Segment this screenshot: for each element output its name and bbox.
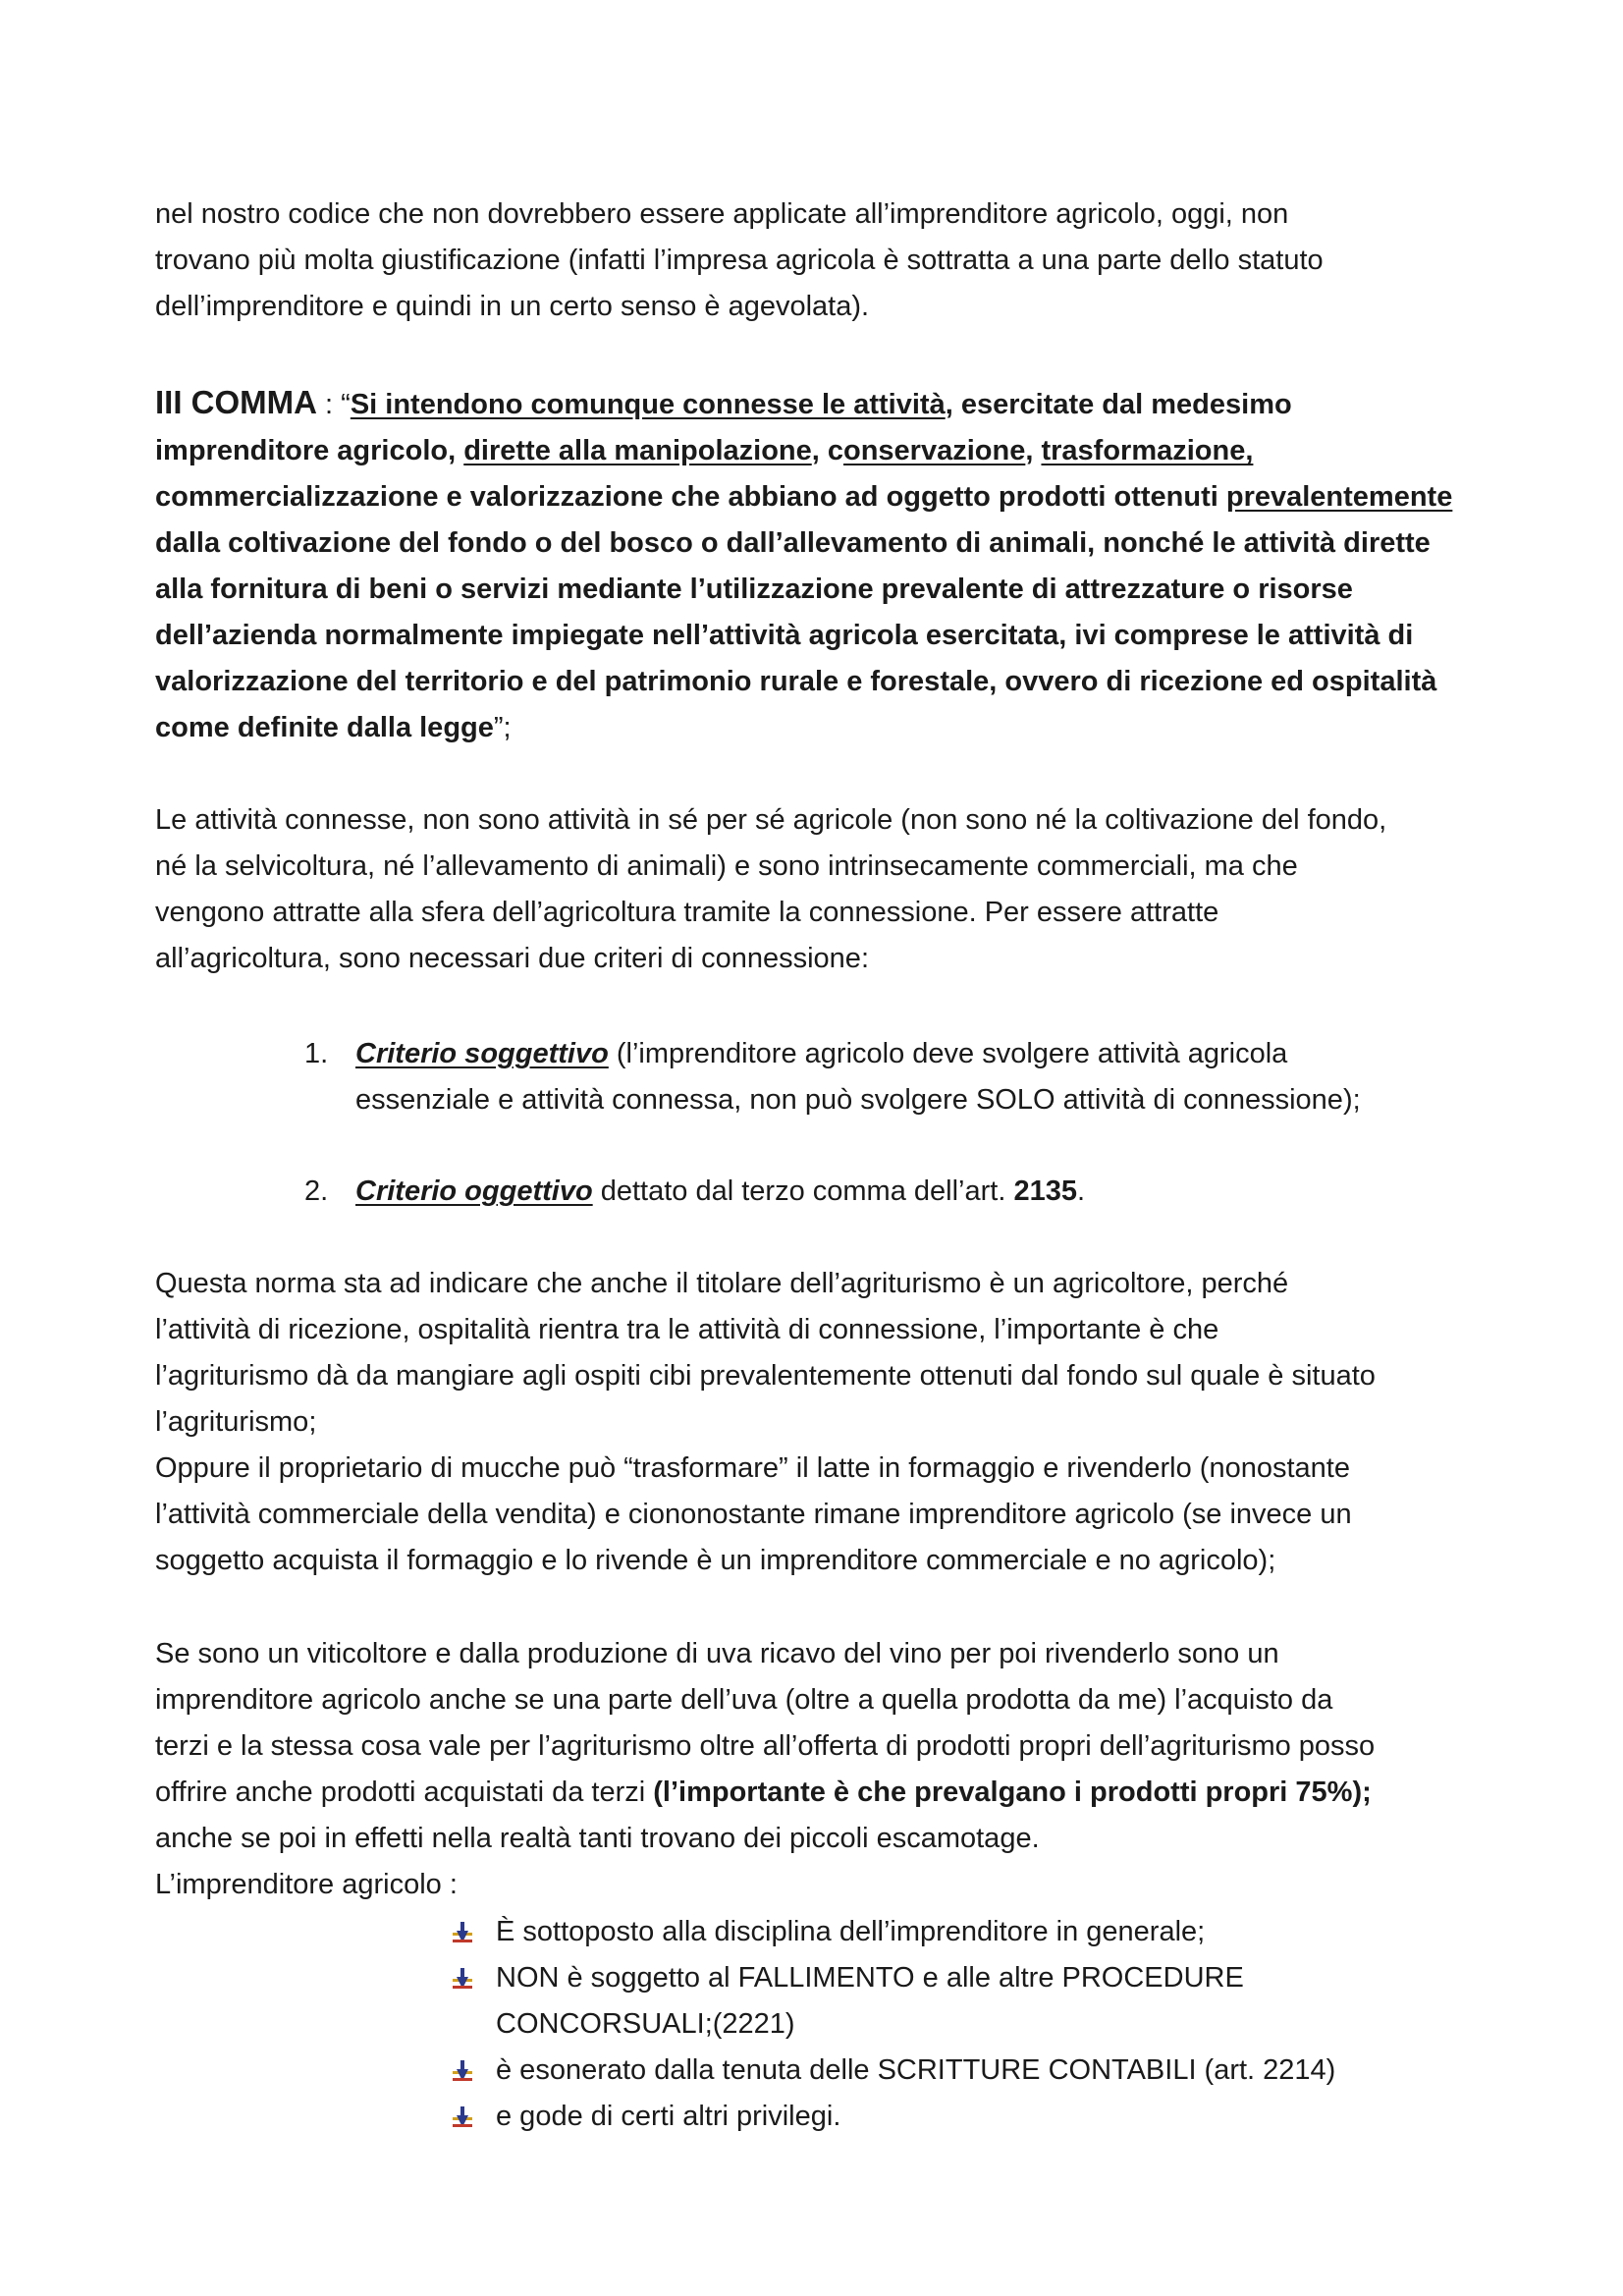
paragraph-agriturismo	[155, 1261, 1481, 1584]
arrow-down-bullet-icon	[451, 1967, 474, 1991]
text-line: alla fornitura di beni o servizi mediante l’utilizzazione prevalente di attrezzature o risorse	[155, 574, 1353, 605]
text-line	[355, 1031, 1455, 1077]
text-line: L’imprenditore agricolo :	[155, 1869, 458, 1900]
paragraph-viticoltore	[155, 1631, 1481, 1908]
text-fragment: .	[1076, 1175, 1086, 1207]
text-fragment: , c	[811, 435, 843, 466]
text-line: né la selvicoltura, né l’allevamento di animali) e sono intrinsecamente commerciali, ma che	[155, 850, 1298, 882]
text-line	[155, 1770, 1481, 1816]
text-line: Se sono un viticoltore e dalla produzione di uva ricavo del vino per poi rivenderlo sono un	[155, 1638, 1279, 1669]
text-line: dell’imprenditore e quindi in un certo senso è agevolata).	[155, 291, 870, 322]
list-item	[447, 2048, 1527, 2094]
bullet-list	[447, 1909, 1527, 2140]
arrow-down-bullet-icon	[451, 2059, 474, 2083]
list-item	[447, 1909, 1527, 1955]
list-number: 2.	[304, 1175, 329, 1207]
text-fragment: (l’imprenditore agricolo deve svolgere attività agricola	[608, 1038, 1288, 1069]
text-line	[155, 379, 1481, 428]
text-line: Oppure il proprietario di mucche può “trasformare” il latte in formaggio e rivenderlo (nonostante	[155, 1452, 1350, 1484]
text-fragment: prevalentemente	[1225, 481, 1453, 513]
text-fragment: onservazione	[843, 435, 1026, 466]
text-fragment: trasformazione,	[1041, 435, 1254, 466]
text-line	[155, 428, 1481, 474]
text-line: dell’azienda normalmente impiegate nell’attività agricola esercitata, ivi comprese le attività di	[155, 620, 1414, 651]
text-fragment: dirette alla manipolazione	[463, 435, 812, 466]
list-item	[447, 1955, 1527, 2048]
text-line: all’agricoltura, sono necessari due criteri di connessione:	[155, 943, 869, 974]
text-line: dalla coltivazione del fondo o del bosco o dall’allevamento di animali, nonché le attività dirette	[155, 527, 1431, 559]
text-fragment: imprenditore agricolo,	[155, 435, 464, 466]
text-line: CONCORSUALI;(2221)	[496, 2008, 795, 2040]
text-fragment: : “	[316, 389, 351, 420]
list-item-criterio-oggettivo	[355, 1169, 1455, 1215]
list-item	[447, 2094, 1527, 2140]
list-number: 1.	[304, 1038, 329, 1069]
text-line	[155, 705, 1481, 751]
text-line: imprenditore agricolo anche se una parte dell’uva (oltre a quella prodotta da me) l’acquisto da	[155, 1684, 1333, 1716]
arrow-down-bullet-icon	[451, 1921, 474, 1944]
text-line: Le attività connesse, non sono attività in sé per sé agricole (non sono né la coltivazione del fondo,	[155, 804, 1387, 836]
text-line: È sottoposto alla disciplina dell’imprenditore in generale;	[496, 1916, 1206, 1947]
article-number: 2135	[1013, 1175, 1077, 1207]
text-fragment: dettato dal terzo comma dell’art.	[592, 1175, 1014, 1207]
text-fragment: , esercitate dal medesimo	[945, 389, 1292, 420]
text-line: e gode di certi altri privilegi.	[496, 2101, 841, 2132]
text-line: Questa norma sta ad indicare che anche il titolare dell’agriturismo è un agricoltore, perché	[155, 1268, 1289, 1299]
text-line: valorizzazione del territorio e del patrimonio rurale e forestale, ovvero di ricezione ed ospitalità	[155, 666, 1437, 697]
text-line: vengono attratte alla sfera dell’agricoltura tramite la connessione. Per essere attratte	[155, 897, 1219, 928]
text-line: è esonerato dalla tenuta delle SCRITTURE CONTABILI (art. 2214)	[496, 2054, 1336, 2086]
criterion-title: Criterio oggettivo	[355, 1175, 593, 1207]
paragraph-connected-activities	[155, 797, 1481, 982]
arrow-down-bullet-icon	[451, 2105, 474, 2129]
text-line: NON è soggetto al FALLIMENTO e alle altre PROCEDURE	[496, 1962, 1244, 1994]
text-fragment: ”;	[493, 712, 512, 743]
text-line: essenziale e attività connessa, non può svolgere SOLO attività di connessione);	[355, 1084, 1361, 1116]
text-fragment: come definite dalla legge	[155, 712, 494, 743]
text-fragment: offrire anche prodotti acquistati da terzi	[155, 1777, 654, 1808]
paragraph-comma-quote	[155, 379, 1481, 751]
text-line: soggetto acquista il formaggio e lo rivende è un imprenditore commerciale e no agricolo);	[155, 1545, 1276, 1576]
text-fragment: Si intendono comunque connesse le attività	[350, 389, 946, 420]
text-line: l’agriturismo;	[155, 1406, 317, 1438]
list-item-criterio-soggettivo	[355, 1031, 1455, 1123]
text-line: trovano più molta giustificazione (infatti l’impresa agricola è sottratta a una parte dello statuto	[155, 245, 1324, 276]
text-line: nel nostro codice che non dovrebbero essere applicate all’imprenditore agricolo, oggi, non	[155, 198, 1289, 230]
text-line: l’agriturismo dà da mangiare agli ospiti cibi prevalentemente ottenuti dal fondo sul quale è situato	[155, 1360, 1376, 1392]
criterion-title: Criterio soggettivo	[355, 1038, 609, 1069]
text-line	[155, 474, 1481, 520]
paragraph-intro	[155, 191, 1481, 330]
text-line: anche se poi in effetti nella realtà tanti trovano dei piccoli escamotage.	[155, 1823, 1040, 1854]
text-fragment: ,	[1025, 435, 1042, 466]
text-line: l’attività commerciale della vendita) e ciononostante rimane imprenditore agricolo (se invece un	[155, 1499, 1352, 1530]
text-line: terzi e la stessa cosa vale per l’agriturismo oltre all’offerta di prodotti propri dell’agriturismo posso	[155, 1730, 1376, 1762]
text-line: l’attività di ricezione, ospitalità rientra tra le attività di connessione, l’importante è che	[155, 1314, 1219, 1345]
section-heading: III COMMA	[155, 384, 317, 420]
text-line	[355, 1169, 1455, 1215]
text-fragment: (l’importante è che prevalgano i prodotti propri 75%);	[653, 1777, 1372, 1808]
text-fragment: commercializzazione e valorizzazione che abbiano ad oggetto prodotti ottenuti	[155, 481, 1226, 513]
